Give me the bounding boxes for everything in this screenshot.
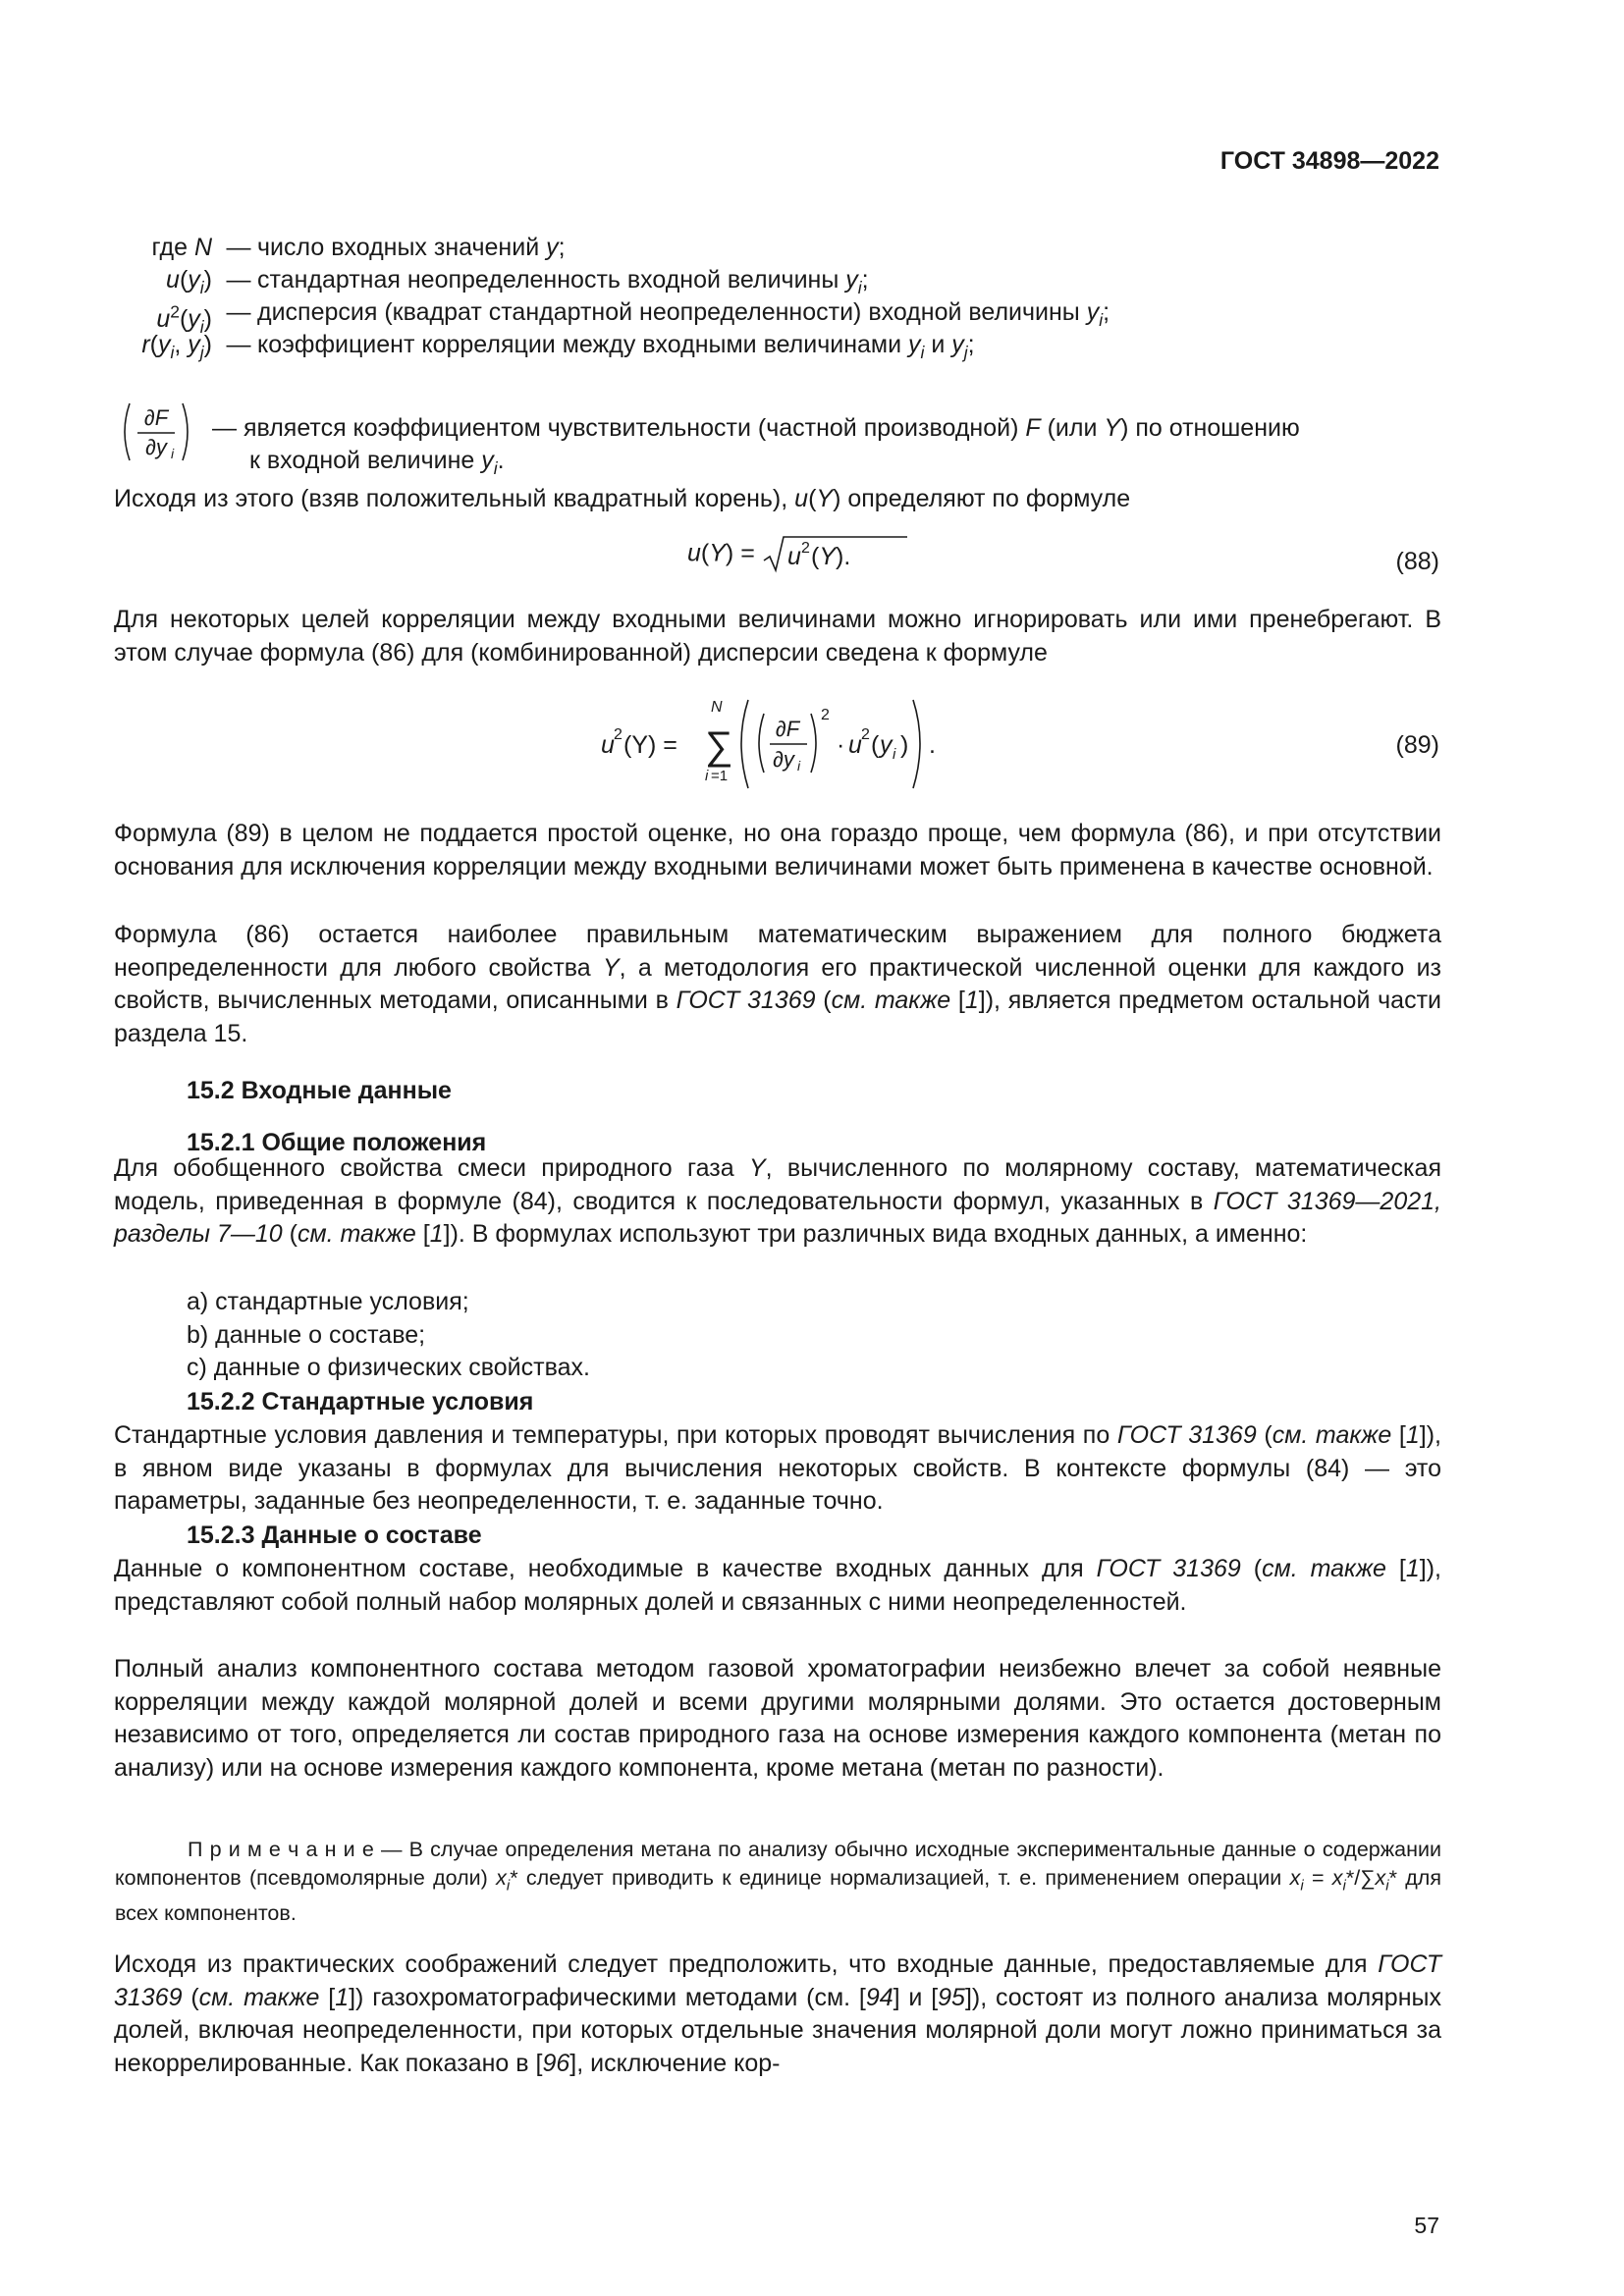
svg-text:∂y: ∂y xyxy=(145,435,167,459)
para-86-text: Формула (86) остается наиболее правильным математическим выражением для полного бюджета неопределенности для любого свойства Y, а методология его практической численной оценки для каждого из свойств, вычисленных методами, описанными в ГОСТ 31369 (см. также [1]), является предметом остальной части раздела 15. xyxy=(114,921,1441,1047)
equation-89-graphic xyxy=(601,692,974,800)
definition-row-u: $u(y_i)$ — стандартная неопределенность входной величины $y_i$; xyxy=(166,266,869,297)
paragraph-chromatography xyxy=(114,1653,1441,1785)
paragraph-86-best xyxy=(114,919,1441,1050)
svg-text:2: 2 xyxy=(800,540,810,557)
para-ignore-text: Для некоторых целей корреляции между входными величинами можно игнорировать или ими пренебрегают. В этом случае формула (86) для (комбинированной) дисперсии сведена к формуле xyxy=(114,606,1441,667)
svg-text:u: u xyxy=(786,543,801,570)
para-chromatography-text: Полный анализ компонентного состава методом газовой хроматографии неизбежно влечет за собой неявные корреляции между каждой молярной долей и всеми другими молярными долями. Это остается достоверным независимо от того, определяется ли состав природного газа на основе измерения каждого компонента (метан по анализу) или на основе измерения каждого компонента, кроме метана (метан по разности). xyxy=(114,1655,1441,1782)
definition-row-u2: $u^2(y_i)$ — дисперсия (квадрат стандартной неопределенности) входной величины $y_i$; xyxy=(156,298,1110,338)
sqrt-sign xyxy=(762,535,909,574)
svg-text:∂F: ∂F xyxy=(143,405,169,430)
para-composition-text: Данные о компонентном составе, необходимые в качестве входных данных для ГОСТ 31369 (см. также [1]), представляют собой полный набор молярных долей и связанных с ними неопределенностей. xyxy=(114,1555,1441,1616)
svg-text:(Y) =: (Y) = xyxy=(623,731,677,759)
svg-text:N: N xyxy=(711,699,723,716)
def-body-u: стандартная неопределенность входной величины $y_i$; xyxy=(257,266,869,297)
svg-text:2: 2 xyxy=(821,707,830,723)
svg-text:(: ( xyxy=(871,731,880,759)
definition-term xyxy=(114,232,220,264)
svg-text:∂F: ∂F xyxy=(775,717,800,741)
para-practical-text: Исходя из практических соображений следует предположить, что входные данные, предоставляемые для ГОСТ 31369 (см. также [1]) газохроматографическими методами (см. [94] и [95]), состоят из полного анализа молярных долей, включая неопределенности, при которых отдельные значения молярной доли могут ложно приниматься за некоррелированные. Как показано в [96], исключение кор- xyxy=(114,1950,1441,2077)
svg-text:.: . xyxy=(929,731,936,759)
svg-text:i: i xyxy=(171,446,175,461)
svg-text:2: 2 xyxy=(861,726,870,743)
svg-text:i: i xyxy=(893,746,896,763)
definition-body xyxy=(257,232,1441,264)
paragraph-ignore-correlation xyxy=(114,604,1441,669)
paragraph-standard-conditions xyxy=(114,1419,1441,1519)
document-number-header: ГОСТ 34898—2022 xyxy=(1219,147,1439,175)
definition-row-n: где N — число входных значений y; xyxy=(114,232,1441,264)
equation-89-number: (89) xyxy=(1395,731,1439,759)
equation-88: u(Y) = u 2 (Y). xyxy=(687,535,909,574)
svg-text:∑: ∑ xyxy=(705,724,733,768)
svg-text:=1: =1 xyxy=(711,768,729,784)
sensitivity-line2: к входной величине $y_i$. xyxy=(249,447,505,478)
svg-text:u: u xyxy=(601,731,615,759)
paragraph-practical xyxy=(114,1949,1441,2080)
heading-15-2-2: 15.2.2 Стандартные условия xyxy=(187,1388,534,1415)
svg-text:): ) xyxy=(900,731,909,759)
def-body-r: коэффициент корреляции между входными величинами $y_i$ и $y_j$; xyxy=(257,331,975,362)
svg-text:i: i xyxy=(705,768,709,784)
list-item: a) стандартные условия; xyxy=(187,1288,469,1315)
def-term-r: $r(y_i$, $y_j$) xyxy=(141,331,212,362)
paragraph-general xyxy=(114,1152,1441,1252)
list-item: c) данные о физических свойствах. xyxy=(187,1354,590,1381)
def-term-u: $u(y_i)$ xyxy=(166,266,212,297)
heading-15-2-1: 15.2.1 Общие положения xyxy=(187,1129,487,1156)
sensitivity-line1: является коэффициентом чувствительности (частной производной) F (или Y) по отношению xyxy=(243,414,1300,442)
def-term-u2: $u^2(y_i)$ xyxy=(156,302,212,338)
paragraph-sqrt-intro: Исходя из этого (взяв положительный квадратный корень), u(Y) определяют по формуле xyxy=(114,485,1131,512)
equation-88-number: (88) xyxy=(1395,548,1439,575)
heading-15-2-3: 15.2.3 Данные о составе xyxy=(187,1522,482,1549)
def-body-n: число входных значений y; xyxy=(257,234,566,261)
para-standard-text: Стандартные условия давления и температуры, при которых проводят вычисления по ГОСТ 31369 (см. также [1]), в явном виде указаны в формулах для вычисления некоторых свойств. В контексте формулы (84) — это параметры, заданные без неопределенности, т. е. заданные точно. xyxy=(114,1421,1441,1515)
paragraph-89-evaluation xyxy=(114,818,1441,883)
paragraph-composition xyxy=(114,1553,1441,1619)
svg-text:∂y: ∂y xyxy=(773,747,794,772)
definitions-list xyxy=(114,232,1441,361)
heading-15-2: 15.2 Входные данные xyxy=(187,1077,452,1104)
input-data-list xyxy=(187,1286,1439,1385)
svg-text:u: u xyxy=(848,731,862,759)
note-text: П р и м е ч а н и е — В случае определения метана по анализу обычно исходные экспериментальные данные о содержании компонентов (псевдомолярные доли) $x_i*$ следует приводить к единице нормализацией, т. е. применением операции $x_i = x_i*/\sum x_i*$ для всех компонентов. xyxy=(115,1838,1441,1926)
def-body-u2: дисперсия (квадрат стандартной неопределенности) входной величины $y_i$; xyxy=(257,298,1110,330)
definition-row-r: $r(y_i$, $y_j$) — коэффициент корреляции между входными величинами $y_i$ и $y_j$; xyxy=(141,331,975,362)
sensitivity-symbol xyxy=(116,398,196,466)
para-89-text: Формула (89) в целом не поддается простой оценке, но она гораздо проще, чем формула (86), и при отсутствии основания для исключения корреляции между входными величинами может быть применена в качестве основной. xyxy=(114,820,1441,881)
partial-derivative-fraction xyxy=(116,398,196,466)
svg-text:(Y).: (Y). xyxy=(810,543,851,570)
note-block xyxy=(115,1836,1441,1928)
page-number: 57 xyxy=(1414,2213,1439,2238)
list-item: b) данные о составе; xyxy=(187,1320,426,1349)
para-general-text: Для обобщенного свойства смеси природного газа Y, вычисленного по молярному составу, математическая модель, приведенная в формуле (84), сводится к последовательности формул, указанных в ГОСТ 31369—2021, разделы 7—10 (см. также [1]). В формулах используют три различных вида входных данных, а именно: xyxy=(114,1154,1441,1248)
def-term-n: где N xyxy=(151,234,212,261)
svg-text:2: 2 xyxy=(614,726,623,743)
svg-text:y: y xyxy=(880,731,893,759)
svg-text:i: i xyxy=(797,758,801,774)
svg-text:·: · xyxy=(837,731,845,759)
sensitivity-definition: — является коэффициентом чувствительности (частной производной) F (или Y) по отношению к входной величине $y_i$. xyxy=(212,414,1300,478)
equation-89 xyxy=(601,692,974,800)
